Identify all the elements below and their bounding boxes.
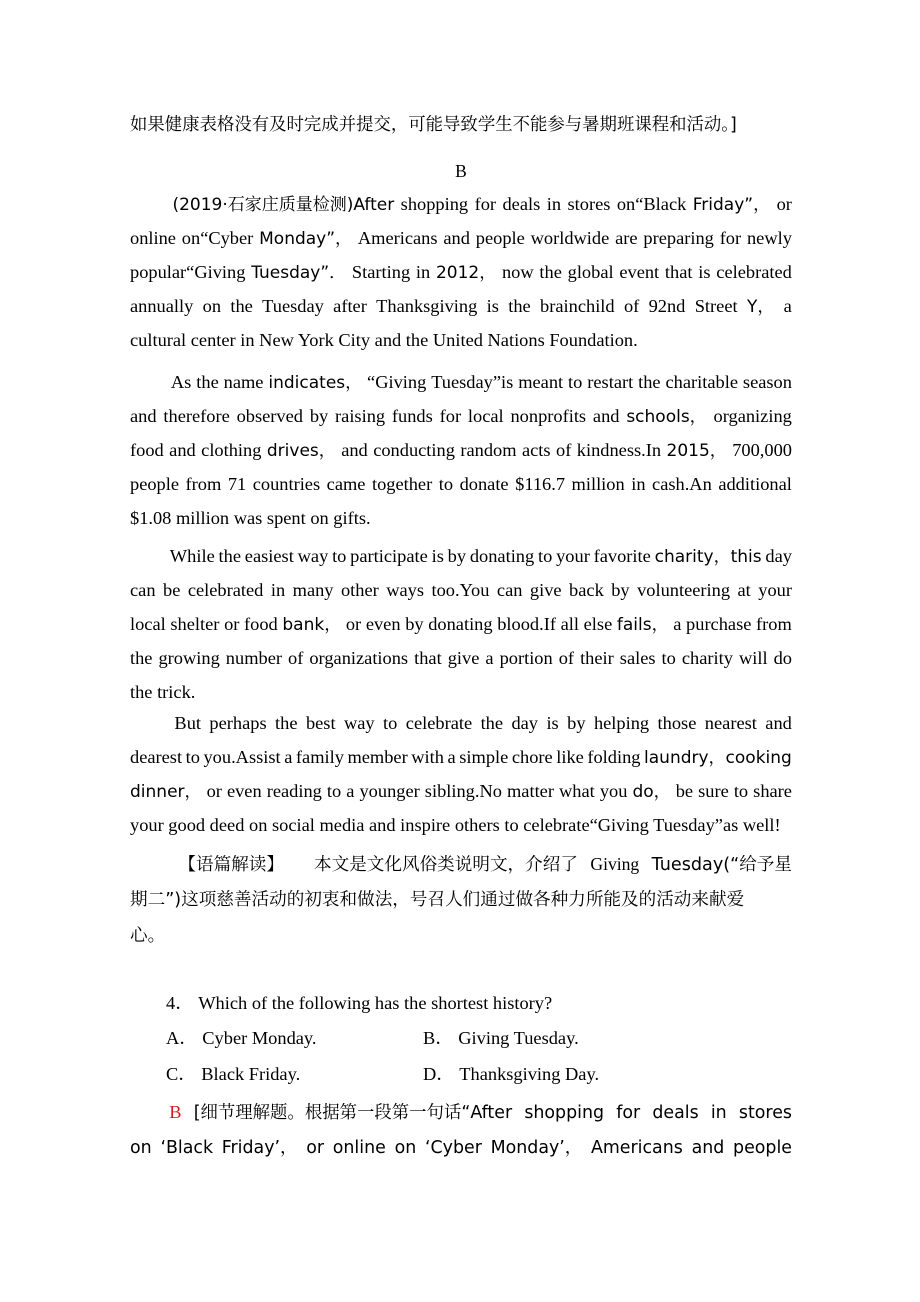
word: too.You [431, 579, 490, 600]
word: for [719, 227, 742, 248]
word: of [556, 439, 572, 460]
word: folding [587, 746, 641, 767]
word: by [309, 405, 329, 426]
word: raising [335, 405, 386, 426]
word: brainchild [540, 295, 615, 316]
option-c-key: C． [166, 1064, 197, 1084]
word: the [218, 546, 241, 566]
word: a [783, 295, 792, 316]
word: kindness.In [576, 439, 662, 460]
word: charitable [665, 372, 738, 392]
word: else [583, 613, 613, 634]
word: funds [391, 405, 433, 426]
text-line [130, 188, 792, 222]
word: dearest [130, 746, 183, 767]
word: number [225, 647, 282, 668]
word: now [501, 261, 534, 282]
word: helping [593, 713, 650, 733]
word: member [347, 746, 408, 767]
word: for [474, 194, 497, 214]
word: your [758, 579, 792, 600]
word: clothing [201, 439, 262, 460]
word: random [460, 439, 517, 460]
word: dinner， [130, 781, 202, 802]
word: growing [158, 647, 220, 668]
option-d-key: D． [423, 1064, 455, 1084]
word: donating [428, 613, 493, 634]
text-line [130, 642, 792, 676]
word: deals [652, 1103, 699, 1123]
word: ‘Black [160, 1138, 214, 1158]
word: indicates， [268, 373, 363, 393]
word: nonprofits [510, 405, 587, 426]
word: other [340, 579, 379, 600]
text-line [130, 574, 792, 608]
word: perhaps [209, 713, 267, 733]
word: organizations [309, 647, 409, 668]
word: Friday’， [221, 1138, 298, 1158]
top-chinese-note: 如果健康表格没有及时完成并提交，可能导致学生不能参与暑期班课程和活动。] [130, 115, 737, 135]
word: way [343, 713, 375, 733]
word: simple [459, 746, 509, 767]
word: ways [386, 579, 425, 600]
option-a-key: A． [166, 1028, 198, 1048]
word: and [169, 439, 196, 460]
word: people [130, 473, 180, 494]
word: that [414, 647, 442, 668]
text-line [130, 676, 792, 710]
word: younger [359, 780, 420, 801]
word: and [443, 227, 470, 248]
option-b-key: B． [423, 1028, 454, 1048]
word: easiest [244, 546, 294, 566]
word: a [485, 647, 494, 668]
word: stores [738, 1103, 792, 1123]
question-block [130, 986, 792, 1092]
word: matter [507, 780, 554, 801]
word: Friday”， [692, 195, 771, 215]
word: Y， [746, 296, 775, 317]
word: the [275, 713, 298, 733]
passage-paragraph [130, 540, 792, 709]
text-line [130, 324, 792, 358]
word: drives， [266, 440, 336, 461]
word: portion [499, 647, 553, 668]
word: best [305, 713, 336, 733]
word: on [202, 295, 222, 316]
word: Americans [590, 1138, 683, 1158]
option-b-text: Giving Tuesday. [458, 1028, 579, 1048]
word: (2019·石家庄质量检测)After [172, 195, 395, 215]
word: by [447, 546, 467, 566]
word: deals [502, 194, 541, 214]
text-line [130, 775, 792, 809]
word: to [661, 647, 676, 668]
word: favorite [593, 546, 651, 566]
text-line [130, 707, 792, 741]
word: Monday”， [259, 228, 353, 249]
text-line [130, 540, 792, 574]
text-line [130, 468, 792, 502]
answer-key: B [169, 1102, 182, 1122]
word: on [130, 1138, 152, 1158]
word: can [496, 579, 523, 600]
word: and [765, 713, 792, 733]
word: celebrated [187, 579, 264, 600]
word: or [206, 780, 222, 801]
word: worldwide [530, 227, 610, 248]
word: stores [567, 194, 611, 214]
option-c-text: Black Friday. [201, 1064, 301, 1084]
text-line [130, 502, 792, 536]
word: cultural center in New York City and the United Nations Foundation. [130, 329, 638, 350]
question-stem [130, 986, 792, 1020]
word: organizing [713, 405, 792, 426]
word: day [765, 546, 792, 566]
word: shopping [400, 194, 469, 214]
word: on“Black [616, 194, 687, 214]
word: local [130, 613, 166, 634]
word: people [733, 1138, 792, 1158]
word: the trick. [130, 681, 196, 702]
word: all [560, 613, 579, 634]
word: to [383, 713, 398, 733]
question-text: Which of the following has the shortest history? [198, 993, 553, 1013]
word: a [447, 746, 456, 767]
word: can [130, 579, 156, 600]
word: purchase [686, 613, 752, 634]
word: to [538, 546, 553, 566]
word: do， [632, 781, 671, 802]
analysis-label: 【语篇解读】 [178, 855, 284, 875]
word: of [623, 295, 640, 316]
word: 心。 [130, 926, 166, 946]
text-line [130, 809, 792, 843]
word: or [776, 194, 792, 214]
word: the [539, 261, 562, 282]
word: after [333, 295, 367, 316]
word: schools， [626, 406, 707, 427]
word: As [170, 372, 192, 392]
word: be [675, 780, 694, 801]
word: global [567, 261, 614, 282]
word: the [480, 713, 504, 733]
word: to [185, 746, 200, 767]
word: 2012， [435, 262, 497, 283]
word: to [332, 546, 347, 566]
word: day [511, 713, 539, 733]
word: restart [587, 372, 634, 392]
word: 700,000 [732, 439, 792, 460]
word: the [196, 372, 219, 392]
word: food [130, 439, 164, 460]
word: at [737, 579, 751, 600]
word: nearest [704, 713, 757, 733]
word: is [431, 546, 444, 566]
word: you [599, 780, 628, 801]
word: charity [681, 647, 733, 668]
word: together [371, 473, 433, 494]
passage-analysis [130, 846, 792, 954]
word: your good deed on social media and inspire others to celebrate“Giving Tuesday”as well! [130, 814, 781, 835]
word: Monday’， [490, 1138, 583, 1158]
word: family [295, 746, 344, 767]
word: newly [746, 227, 792, 248]
word: of [558, 647, 575, 668]
word: a [673, 613, 682, 634]
passage-paragraph [130, 707, 792, 843]
word: to [568, 372, 583, 392]
word: those [657, 713, 697, 733]
word: are [615, 227, 638, 248]
word: in [415, 261, 431, 282]
word: [细节理解题。根据第一段第一句话“After [193, 1103, 513, 1123]
word: acts [521, 439, 551, 460]
question-number: 4． [166, 993, 194, 1013]
text-line [130, 741, 792, 775]
word: many [292, 579, 334, 600]
word: like [556, 746, 584, 767]
word: 71 [227, 473, 247, 494]
word: bank， [282, 614, 342, 635]
section-letter: B [455, 161, 467, 181]
word: or [306, 1138, 324, 1158]
word: blood.If [497, 613, 556, 634]
word: to [326, 780, 342, 801]
word: million [571, 473, 625, 494]
text-line [130, 256, 792, 290]
word: fails， [616, 614, 669, 635]
word: sure [698, 780, 729, 801]
word: people [475, 227, 525, 248]
word: Tuesday”is [431, 372, 514, 392]
word: and [592, 405, 620, 426]
word: or [224, 613, 240, 634]
word: Tuesday”． [251, 262, 347, 283]
option-d[interactable] [423, 1056, 599, 1092]
word: Starting [351, 261, 411, 282]
word: annually [130, 295, 194, 316]
word: from [185, 473, 222, 494]
word: donate [459, 473, 509, 494]
word: by [611, 579, 630, 600]
word: way [297, 546, 329, 566]
word: celebrated [716, 261, 792, 282]
word: for [616, 1103, 641, 1123]
answer-explanation [130, 1094, 792, 1166]
option-d-text: Thanksgiving Day. [459, 1064, 600, 1084]
word: be [163, 579, 181, 600]
word: the [230, 295, 253, 316]
word: 期二”)这项慈善活动的初衷和做法，号召人们通过做各种力所能及的活动来献爱 [130, 890, 745, 910]
word: came [326, 473, 366, 494]
word: by [405, 613, 424, 634]
word: and [691, 1138, 725, 1158]
word: chore [511, 746, 553, 767]
word: even [365, 613, 401, 634]
word: local [467, 405, 504, 426]
word: the [130, 647, 153, 668]
word: ‘Cyber [425, 1138, 482, 1158]
word: Street [694, 295, 738, 316]
word: cash.An [652, 473, 712, 494]
analysis-line [130, 918, 792, 954]
analysis-line [130, 882, 792, 918]
word: sales [619, 647, 656, 668]
word: therefore [163, 405, 230, 426]
option-row [130, 1020, 792, 1056]
word: share [753, 780, 792, 801]
text-line [130, 400, 792, 434]
word: Thanksgiving [376, 295, 478, 316]
word: Americans [357, 227, 438, 248]
word: a [346, 780, 355, 801]
text-line [130, 290, 792, 324]
word: $116.7 [515, 473, 566, 494]
word: to [733, 780, 749, 801]
option-b[interactable] [423, 1020, 579, 1056]
word: “Giving [367, 372, 427, 392]
word: participate [350, 546, 428, 566]
word: 2015， [666, 440, 727, 461]
word: the [508, 295, 531, 316]
passage-paragraph [130, 188, 792, 357]
word: season [742, 372, 792, 392]
word: preparing [643, 227, 714, 248]
option-a-text: Cyber Monday. [202, 1028, 317, 1048]
word: and [130, 405, 157, 426]
word: back [569, 579, 604, 600]
word: their [580, 647, 614, 668]
word: sibling.No [424, 780, 502, 801]
word: 92nd [648, 295, 686, 316]
answer-line [130, 1130, 792, 1166]
word: to [438, 473, 454, 494]
word: conducting [373, 439, 455, 460]
word: and [341, 439, 368, 460]
word: celebrate [405, 713, 473, 733]
word: even [226, 780, 262, 801]
word: on [394, 1138, 417, 1158]
word: online [332, 1138, 386, 1158]
word: give [529, 579, 562, 600]
word: in [270, 579, 286, 600]
text-line [130, 608, 792, 642]
text-line [130, 222, 792, 256]
word: is [486, 295, 499, 316]
analysis-first-line [130, 846, 792, 882]
word: reading [266, 780, 322, 801]
word: is [546, 713, 559, 733]
word: do [773, 647, 792, 668]
word: Tuesday(“给予星 [651, 855, 792, 875]
word: that [664, 261, 693, 282]
word: the [638, 372, 661, 392]
word: on“Cyber [181, 227, 254, 248]
word: shopping [524, 1103, 605, 1123]
word: But [174, 713, 201, 733]
option-row [130, 1056, 792, 1092]
word: additional [718, 473, 792, 494]
word: or [345, 613, 362, 634]
word: from [756, 613, 792, 634]
word: is [698, 261, 711, 282]
word: of [288, 647, 304, 668]
word: shelter [170, 613, 220, 634]
word: popular“Giving [130, 261, 246, 282]
text-line [130, 434, 792, 468]
word: a [284, 746, 293, 767]
option-a[interactable] [166, 1020, 423, 1056]
word: event [619, 261, 660, 282]
word: in [710, 1103, 727, 1123]
word: with [411, 746, 444, 767]
word: online [130, 227, 176, 248]
word: laundry，cooking [644, 747, 792, 768]
word: will [738, 647, 768, 668]
word: 本文是文化风俗类说明文，介绍了 [296, 855, 578, 875]
word: charity，this [654, 547, 762, 567]
word: donating [469, 546, 535, 566]
word: you.Assist [203, 746, 281, 767]
word: observed [236, 405, 303, 426]
word: name [223, 372, 264, 392]
answer-line [130, 1094, 792, 1130]
option-c[interactable] [166, 1056, 423, 1092]
word: in [631, 473, 646, 494]
word: meant [518, 372, 564, 392]
word: volunteering [637, 579, 731, 600]
word: $1.08 million was spent on gifts. [130, 507, 371, 528]
word: give [447, 647, 480, 668]
word: what [559, 780, 595, 801]
word: While [169, 546, 215, 566]
word: by [567, 713, 586, 733]
passage-paragraph [130, 366, 792, 535]
word: for [439, 405, 462, 426]
word: in [546, 194, 562, 214]
word: Giving [590, 854, 640, 874]
text-line [130, 366, 792, 400]
word: food [244, 613, 278, 634]
word: Tuesday [262, 295, 324, 316]
word: your [556, 546, 590, 566]
word: countries [252, 473, 321, 494]
